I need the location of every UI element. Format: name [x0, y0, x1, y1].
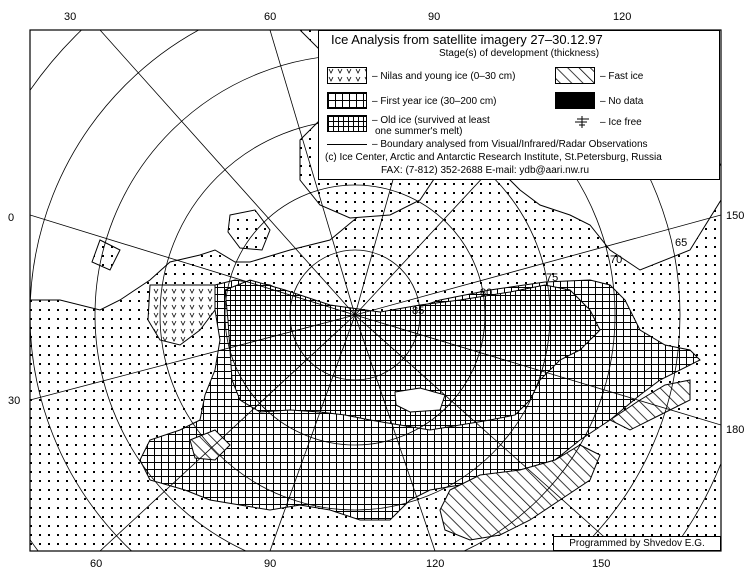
fast-ice-swatch-icon	[555, 67, 595, 84]
programmer-credit: Programmed by Shvedov E.G.	[553, 536, 721, 551]
boundary-line-icon	[327, 144, 367, 145]
latitude-label: 80	[480, 287, 493, 299]
legend-item-old-ice-cont: one summer's melt)	[375, 126, 463, 137]
longitude-tick-top: 30	[64, 11, 77, 23]
latitude-label: 75	[546, 272, 559, 284]
longitude-tick-left: 30	[8, 395, 21, 407]
no-data-swatch-icon	[555, 92, 595, 109]
latitude-label: 85	[412, 305, 425, 317]
legend-item-first-year: – First year ice (30–200 cm)	[372, 96, 497, 107]
longitude-tick-bottom: 150	[592, 558, 611, 570]
longitude-tick-bottom: 60	[90, 558, 103, 570]
institute-credit: (c) Ice Center, Arctic and Antarctic Research Institute, St.Petersburg, Russia	[325, 152, 662, 163]
latitude-label: 70	[610, 254, 623, 266]
first-year-ice-swatch-icon	[327, 92, 367, 109]
legend-box	[318, 30, 720, 180]
longitude-tick-top: 90	[428, 11, 441, 23]
legend-item-nilas: – Nilas and young ice (0–30 cm)	[372, 71, 516, 82]
longitude-tick-top: 60	[264, 11, 277, 23]
longitude-tick-bottom: 120	[426, 558, 445, 570]
legend-title: Ice Analysis from satellite imagery 27–30.12.97	[331, 32, 603, 47]
longitude-tick-left: 0	[8, 212, 15, 224]
legend-item-fast-ice: – Fast ice	[600, 71, 644, 82]
ice-free-icon	[575, 116, 591, 128]
legend-item-old-ice: – Old ice (survived at least	[372, 115, 490, 126]
latitude-label: 65	[675, 237, 688, 249]
longitude-tick-top: 120	[613, 11, 632, 23]
legend-item-no-data: – No data	[600, 96, 644, 107]
nilas-swatch-icon	[327, 67, 367, 84]
legend-item-ice-free: – Ice free	[600, 117, 642, 128]
legend-item-boundary: – Boundary analysed from Visual/Infrared/Radar Observations	[372, 139, 648, 150]
longitude-tick-right: 180	[726, 424, 745, 436]
old-ice-swatch-icon	[327, 115, 367, 132]
contact-info: FAX: (7-812) 352-2688 E-mail: ydb@aari.nw.ru	[381, 165, 590, 176]
legend-subtitle: Stage(s) of development (thickness)	[438, 48, 600, 59]
longitude-tick-right: 150	[726, 210, 745, 222]
longitude-tick-bottom: 90	[264, 558, 277, 570]
